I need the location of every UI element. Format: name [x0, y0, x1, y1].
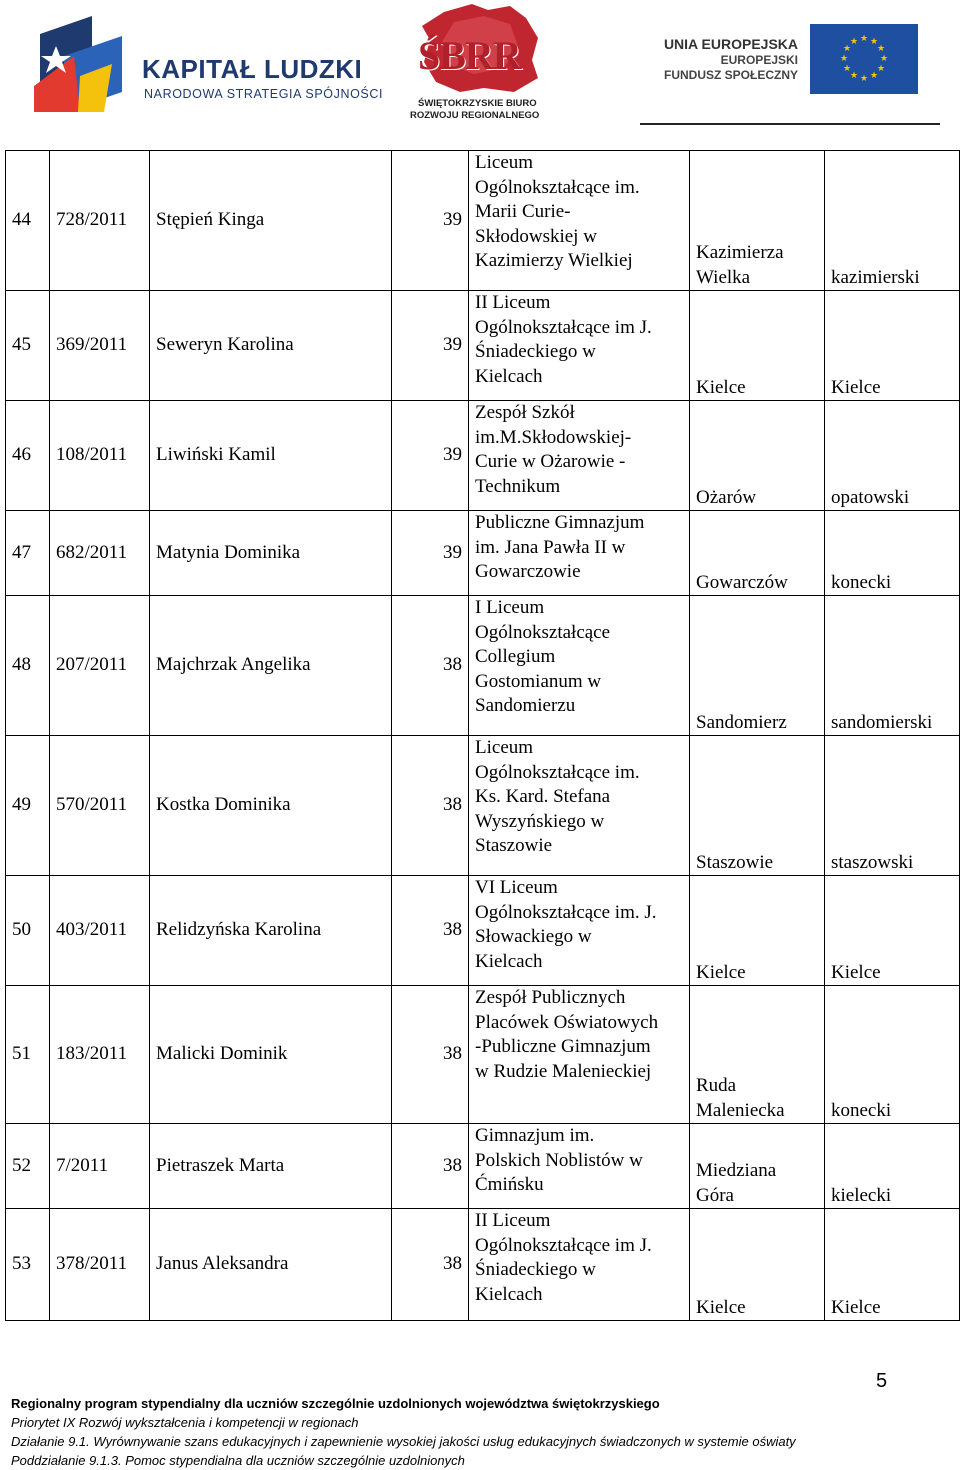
sbrr-name-line2: ROZWOJU REGIONALNEGO: [410, 110, 540, 121]
footer-action-line: Działanie 9.1. Wyrównywanie szans edukacyjnych i zapewnienie wysokiej jakości usług edukacyjnych świadczonych w systemie oświaty: [11, 1434, 796, 1449]
student-name-cell: Liwiński Kamil: [150, 401, 392, 511]
city-line: Wielka: [696, 266, 751, 288]
school-line: Collegium: [475, 646, 556, 667]
school-line: Ks. Kard. Stefana: [475, 786, 611, 807]
footer-subaction-line: Poddziałanie 9.1.3. Pomoc stypendialna dla uczniów szczególnie uzdolnionych: [11, 1453, 465, 1468]
svg-text:★: ★: [842, 44, 852, 54]
table-row: [6, 1209, 960, 1321]
school-cell: [469, 1124, 690, 1209]
svg-text:★: ★: [842, 64, 852, 74]
student-name-cell: Malicki Dominik: [150, 986, 392, 1124]
school-line: Wyszyńskiego w: [475, 810, 605, 832]
points-cell: 39: [392, 401, 469, 511]
school-line: -Publiczne Gimnazjum: [475, 1036, 651, 1057]
school-line: im.M.Skłodowskiej-: [475, 426, 632, 448]
city-line: Gowarczów: [696, 571, 788, 593]
city-cell: [690, 291, 825, 401]
table-row: [6, 876, 960, 986]
application-number-cell: 108/2011: [50, 401, 150, 511]
points-cell: 38: [392, 876, 469, 986]
svg-text:★: ★: [839, 54, 849, 64]
points-cell: 38: [392, 986, 469, 1124]
city-line: Kielce: [696, 376, 746, 398]
school-line: Gimnazjum im.: [475, 1125, 595, 1146]
city-cell: [690, 596, 825, 736]
school-cell: [469, 151, 690, 291]
school-line: Gostomianum w: [475, 670, 602, 692]
school-line: Liceum: [475, 152, 534, 173]
student-name-cell: Pietraszek Marta: [150, 1124, 392, 1209]
school-line: II Liceum: [475, 292, 551, 313]
school-line: Ogólnokształcące im J.: [475, 1234, 652, 1256]
city-line: Miedziana: [696, 1160, 777, 1181]
school-line: Śniadeckiego w: [475, 341, 596, 362]
svg-text:★: ★: [859, 74, 869, 84]
county-cell: konecki: [825, 511, 960, 596]
application-number-cell: 183/2011: [50, 986, 150, 1124]
points-cell: 38: [392, 596, 469, 736]
eu-logo: [640, 8, 938, 104]
school-line: Ćmińsku: [475, 1174, 544, 1195]
city-cell: [690, 401, 825, 511]
city-cell: [690, 876, 825, 986]
school-line: Staszowie: [475, 835, 553, 856]
application-number-cell: 403/2011: [50, 876, 150, 986]
header-rule: [640, 123, 940, 125]
svg-text:★: ★: [859, 34, 869, 44]
points-cell: 39: [392, 511, 469, 596]
application-number-cell: 369/2011: [50, 291, 150, 401]
city-line: Kielce: [696, 1296, 746, 1318]
county-cell: staszowski: [825, 736, 960, 876]
points-cell: 38: [392, 1209, 469, 1321]
student-name-cell: Janus Aleksandra: [150, 1209, 392, 1321]
school-cell: [469, 401, 690, 511]
table-row: [6, 736, 960, 876]
svg-text:★: ★: [876, 44, 886, 54]
student-name-cell: Relidzyńska Karolina: [150, 876, 392, 986]
school-line: I Liceum: [475, 597, 545, 618]
school-line: Curie w Ożarowie -: [475, 451, 626, 472]
row-position-cell: 53: [6, 1209, 50, 1321]
school-line: w Rudzie Malenieckiej: [475, 1060, 652, 1082]
school-line: Kielcach: [475, 365, 543, 387]
school-line: Ogólnokształcące im J.: [475, 316, 652, 338]
school-line: Publiczne Gimnazjum: [475, 512, 645, 533]
table-row: [6, 986, 960, 1124]
application-number-cell: 570/2011: [50, 736, 150, 876]
county-cell: konecki: [825, 986, 960, 1124]
school-line: Gowarczowie: [475, 561, 581, 582]
footer-program-line: Regionalny program stypendialny dla uczniów szczególnie uzdolnionych województwa świętokrzyskiego: [11, 1396, 660, 1411]
student-name-cell: Stępień Kinga: [150, 151, 392, 291]
eu-line2: EUROPEJSKI: [720, 53, 798, 67]
school-line: Skłodowskiej w: [475, 225, 597, 247]
city-line: Ruda: [696, 1075, 737, 1096]
city-cell: [690, 736, 825, 876]
city-cell: [690, 151, 825, 291]
city-line: Góra: [696, 1184, 734, 1206]
row-position-cell: 49: [6, 736, 50, 876]
table-row: [6, 151, 960, 291]
kapital-ludzki-title: KAPITAŁ LUDZKI: [142, 54, 363, 84]
county-cell: opatowski: [825, 401, 960, 511]
page-number: 5: [876, 1370, 888, 1392]
school-line: Placówek Oświatowych: [475, 1011, 659, 1033]
svg-text:★: ★: [876, 64, 886, 74]
svg-text:★: ★: [869, 71, 879, 81]
svg-text:★: ★: [849, 71, 859, 81]
row-position-cell: 52: [6, 1124, 50, 1209]
student-name-cell: Matynia Dominika: [150, 511, 392, 596]
kapital-ludzki-emblem-icon: [34, 16, 126, 112]
eu-line1: UNIA EUROPEJSKA: [663, 36, 798, 52]
footer-priority-line: Priorytet IX Rozwój wykształcenia i kompetencji w regionach: [11, 1415, 359, 1430]
city-cell: [690, 1209, 825, 1321]
points-cell: 38: [392, 736, 469, 876]
row-position-cell: 44: [6, 151, 50, 291]
sbrr-name-line1: ŚWIĘTOKRZYSKIE BIURO: [418, 98, 537, 109]
application-number-cell: 682/2011: [50, 511, 150, 596]
school-line: Kazimierzy Wielkiej: [475, 250, 633, 271]
school-line: Technikum: [475, 475, 561, 497]
city-line: Sandomierz: [696, 711, 787, 733]
school-line: Ogólnokształcące im.: [475, 761, 640, 783]
sbrr-logo: [404, 2, 554, 124]
school-line: II Liceum: [475, 1210, 551, 1231]
school-cell: [469, 736, 690, 876]
school-cell: [469, 511, 690, 596]
city-line: Staszowie: [696, 851, 774, 873]
county-cell: sandomierski: [825, 596, 960, 736]
page-footer: [11, 1394, 956, 1470]
county-cell: Kielce: [825, 291, 960, 401]
school-line: Zespół Szkół: [475, 402, 575, 423]
table-row: [6, 511, 960, 596]
county-cell: kielecki: [825, 1124, 960, 1209]
points-cell: 39: [392, 151, 469, 291]
svg-text:★: ★: [869, 37, 879, 47]
student-name-cell: Seweryn Karolina: [150, 291, 392, 401]
kapital-ludzki-logo: [34, 14, 384, 114]
school-cell: [469, 596, 690, 736]
county-cell: kazimierski: [825, 151, 960, 291]
svg-text:★: ★: [879, 54, 889, 64]
row-position-cell: 50: [6, 876, 50, 986]
scholarship-list-table: [5, 150, 960, 1321]
school-line: Ogólnokształcące im. J.: [475, 901, 657, 923]
city-line: Maleniecka: [696, 1099, 785, 1121]
school-line: Kielcach: [475, 1283, 543, 1305]
city-cell: [690, 986, 825, 1124]
school-line: Kielcach: [475, 950, 543, 972]
row-position-cell: 45: [6, 291, 50, 401]
table-row: [6, 401, 960, 511]
school-line: Słowackiego w: [475, 926, 592, 947]
table-row: [6, 596, 960, 736]
eu-flag-icon: [810, 24, 918, 94]
school-line: Ogólnokształcące im.: [475, 176, 640, 198]
school-line: Marii Curie-: [475, 201, 571, 222]
county-cell: Kielce: [825, 1209, 960, 1321]
school-cell: [469, 291, 690, 401]
page-header: [0, 0, 960, 128]
school-cell: [469, 986, 690, 1124]
school-cell: [469, 876, 690, 986]
eu-line3: FUNDUSZ SPOŁECZNY: [663, 68, 798, 82]
school-line: Zespół Publicznych: [475, 987, 626, 1008]
student-name-cell: Kostka Dominika: [150, 736, 392, 876]
student-name-cell: Majchrzak Angelika: [150, 596, 392, 736]
school-line: im. Jana Pawła II w: [475, 536, 626, 558]
school-line: Polskich Noblistów w: [475, 1149, 643, 1171]
kapital-ludzki-subtitle: NARODOWA STRATEGIA SPÓJNOŚCI: [144, 87, 384, 101]
sbrr-acronym: ŚBRR: [418, 33, 521, 78]
city-line: Ożarów: [696, 486, 757, 508]
county-cell: Kielce: [825, 876, 960, 986]
points-cell: 39: [392, 291, 469, 401]
application-number-cell: 207/2011: [50, 596, 150, 736]
city-cell: [690, 511, 825, 596]
application-number-cell: 378/2011: [50, 1209, 150, 1321]
table-row: [6, 1124, 960, 1209]
school-line: Śniadeckiego w: [475, 1259, 596, 1280]
city-line: Kazimierza: [696, 242, 784, 263]
table-row: [6, 291, 960, 401]
application-number-cell: 728/2011: [50, 151, 150, 291]
school-line: VI Liceum: [475, 877, 558, 898]
school-line: Sandomierzu: [475, 695, 576, 716]
row-position-cell: 46: [6, 401, 50, 511]
svg-text:★: ★: [849, 37, 859, 47]
row-position-cell: 48: [6, 596, 50, 736]
city-cell: [690, 1124, 825, 1209]
city-line: Kielce: [696, 961, 746, 983]
application-number-cell: 7/2011: [50, 1124, 150, 1209]
row-position-cell: 51: [6, 986, 50, 1124]
school-cell: [469, 1209, 690, 1321]
points-cell: 38: [392, 1124, 469, 1209]
school-line: Ogólnokształcące: [475, 621, 611, 643]
school-line: Liceum: [475, 737, 534, 758]
row-position-cell: 47: [6, 511, 50, 596]
